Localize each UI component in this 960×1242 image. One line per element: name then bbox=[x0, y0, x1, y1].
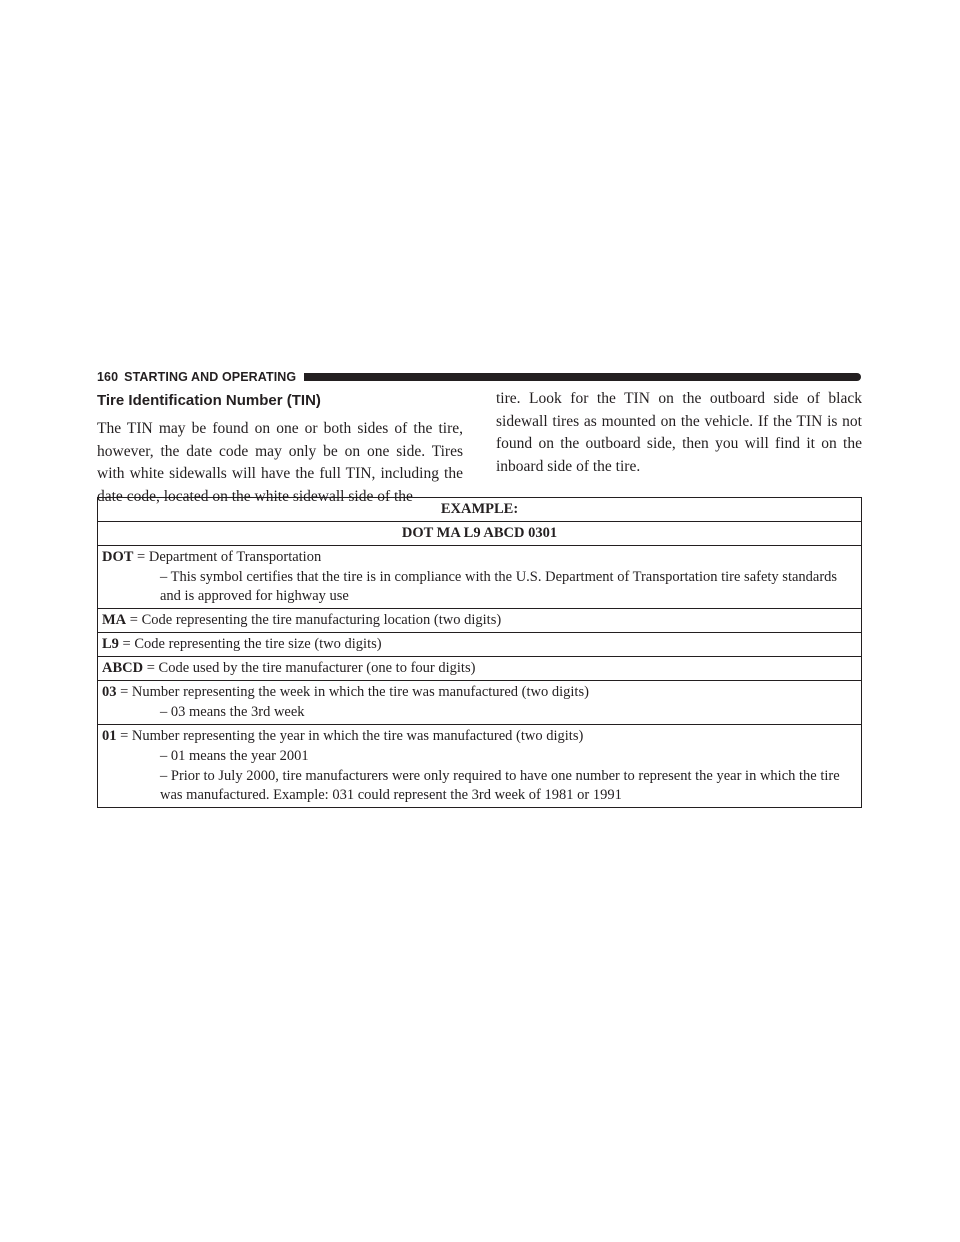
table-cell bbox=[98, 609, 862, 633]
table-row bbox=[98, 546, 862, 609]
row-note: – Prior to July 2000, tire manufacturers were only required to have one number to represent the year in which the tire was manufactured. Example: 031 could represent the 3rd week of 1981 or 1991 bbox=[160, 768, 840, 803]
row-text: = Number representing the year in which the tire was manufactured (two digits) bbox=[120, 728, 584, 744]
intro-paragraph-left: The TIN may be found on one or both sides of the tire, however, the date code may only be on one side. Tires with white sidewalls will have the full TIN, including the date code, located on the white sidewall side of the bbox=[97, 420, 463, 505]
table-row bbox=[98, 725, 862, 808]
row-code: DOT bbox=[102, 549, 134, 565]
row-text: = Code representing the tire size (two digits) bbox=[122, 636, 382, 652]
table-cell bbox=[98, 657, 862, 681]
row-code: 03 bbox=[102, 684, 117, 700]
row-code: L9 bbox=[102, 636, 119, 652]
table-row bbox=[98, 657, 862, 681]
table-row bbox=[98, 609, 862, 633]
row-code: ABCD bbox=[102, 660, 144, 676]
row-note: – 03 means the 3rd week bbox=[160, 704, 305, 720]
row-text: = Department of Transportation bbox=[137, 549, 322, 565]
table-cell bbox=[98, 725, 862, 808]
table-example-row bbox=[98, 522, 862, 546]
row-code: 01 bbox=[102, 728, 117, 744]
table-title: EXAMPLE: bbox=[98, 498, 862, 522]
row-text: = Code used by the tire manufacturer (one to four digits) bbox=[146, 660, 476, 676]
page-number: 160 bbox=[97, 370, 119, 384]
table-cell bbox=[98, 633, 862, 657]
row-code: MA bbox=[102, 612, 127, 628]
section-heading: Tire Identification Number (TIN) bbox=[97, 392, 321, 409]
table-cell bbox=[98, 681, 862, 725]
table-example-code: DOT MA L9 ABCD 0301 bbox=[98, 522, 862, 546]
header-rule bbox=[304, 373, 861, 381]
intro-paragraph-right: tire. Look for the TIN on the outboard side of black sidewall tires as mounted on the vehicle. If the TIN is not found on the outboard side, then you will find it on the inboard side of the tire. bbox=[496, 390, 862, 475]
table-title-row bbox=[98, 498, 862, 522]
page-header bbox=[97, 368, 861, 386]
row-text: = Code representing the tire manufacturing location (two digits) bbox=[129, 612, 502, 628]
row-note: – 01 means the year 2001 bbox=[160, 748, 309, 764]
table-cell bbox=[98, 546, 862, 609]
section-title: STARTING AND OPERATING bbox=[124, 370, 297, 384]
table-row bbox=[98, 633, 862, 657]
row-note: – This symbol certifies that the tire is in compliance with the U.S. Department of Transportation tire safety standards and is approved for highway use bbox=[160, 569, 838, 604]
table-row bbox=[98, 681, 862, 725]
row-text: = Number representing the week in which the tire was manufactured (two digits) bbox=[120, 684, 589, 700]
tin-example-table bbox=[97, 497, 862, 808]
